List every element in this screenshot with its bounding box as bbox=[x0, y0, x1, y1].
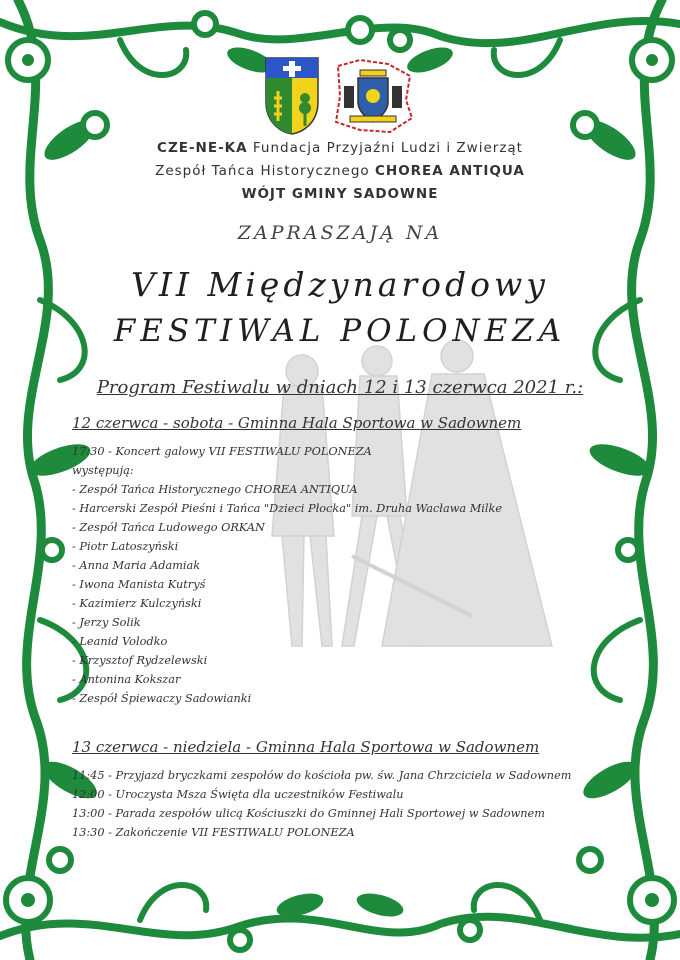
organizer-line-2 bbox=[0, 163, 680, 179]
organizer-line-3: WÓJT GMINY SADOWNE bbox=[241, 186, 439, 202]
organizer-chorea: CHOREA ANTIQUA bbox=[374, 163, 525, 179]
organizer-ceneka-desc: Fundacja Przyjaźni Ludzi i Zwierząt bbox=[247, 140, 523, 156]
list-item: 17:30 - Koncert galowy VII FESTIWALU POLONEZA bbox=[72, 445, 372, 458]
list-item: - Antonina Kokszar bbox=[72, 673, 181, 686]
organizer-chorea-desc: Zespół Tańca Historycznego bbox=[155, 163, 375, 179]
day1-heading: 12 czerwca - sobota - Gminna Hala Sportowa w Sadownem bbox=[72, 414, 522, 432]
program-heading: Program Festiwalu w dniach 12 i 13 czerwca 2021 r.: bbox=[96, 377, 584, 398]
list-item: - Zespół Tańca Historycznego CHOREA ANTIQUA bbox=[72, 483, 358, 496]
list-item: - Krzysztof Rydzelewski bbox=[72, 654, 208, 667]
organizer-line-1 bbox=[0, 140, 680, 156]
list-item: - Zespół Śpiewaczy Sadowianki bbox=[72, 692, 252, 705]
list-item: - Kazimierz Kulczyński bbox=[72, 597, 202, 610]
day1-list bbox=[72, 442, 502, 708]
list-item: - Harcerski Zespół Pieśni i Tańca "Dzieci Płocka" im. Druha Wacława Milke bbox=[72, 502, 503, 515]
gmina-crest-logo bbox=[264, 56, 320, 136]
logos-row bbox=[0, 56, 680, 136]
list-item: 13:00 - Parada zespołów ulicą Kościuszki do Gminnej Hali Sportowej w Sadownem bbox=[72, 807, 545, 820]
list-item: - Anna Maria Adamiak bbox=[72, 559, 201, 572]
list-item: 11:45 - Przyjazd bryczkami zespołów do kościoła pw. św. Jana Chrzciciela w Sadownem bbox=[72, 769, 572, 782]
ptt-emblem-logo bbox=[330, 56, 416, 136]
list-item: 12:00 - Uroczysta Msza Święta dla uczestników Festiwalu bbox=[72, 788, 404, 801]
invite-text: ZAPRASZAJĄ NA bbox=[237, 222, 443, 244]
organizer-ceneka: CZE-NE-KA bbox=[157, 140, 248, 156]
list-item: - Piotr Latoszyński bbox=[72, 540, 179, 553]
list-item: - Iwona Manista Kutryś bbox=[72, 578, 206, 591]
list-item: 13:30 - Zakończenie VII FESTIWALU POLONEZA bbox=[72, 826, 355, 839]
day2-heading: 13 czerwca - niedziela - Gminna Hala Sportowa w Sadownem bbox=[72, 738, 540, 756]
title-line-1: VII Międzynarodowy bbox=[131, 265, 549, 304]
list-item: - Leanid Volodko bbox=[72, 635, 168, 648]
list-item: - Zespół Tańca Ludowego ORKAN bbox=[72, 521, 265, 534]
list-item: - Jerzy Solik bbox=[72, 616, 141, 629]
day2-list bbox=[72, 766, 571, 842]
list-item: występują: bbox=[72, 464, 134, 477]
title-line-2: FESTIWAL POLONEZA bbox=[113, 313, 567, 349]
